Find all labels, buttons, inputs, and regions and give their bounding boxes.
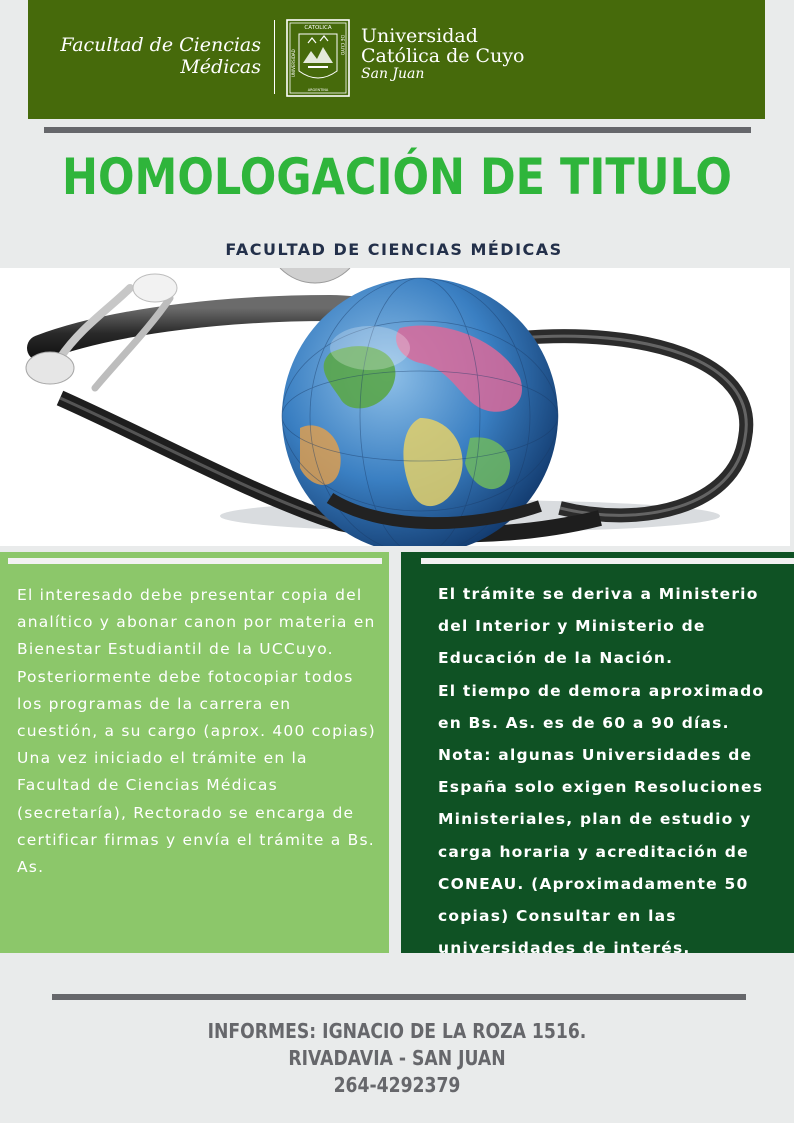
panel-right-top-bar (421, 558, 794, 564)
faculty-name (60, 34, 261, 78)
seal-bottom-text: ARGENTINA (307, 88, 329, 92)
bottom-divider-rule (52, 994, 746, 1000)
page-subtitle: FACULTAD DE CIENCIAS MÉDICAS (225, 240, 563, 259)
header-divider (274, 20, 275, 94)
right-paragraph: El tiempo de demora aproximado en Bs. As. es de 60 a 90 días. (438, 681, 765, 732)
info-panel-left-text (17, 582, 377, 881)
panel-left-top-bar (8, 558, 382, 564)
right-paragraph: Nota: algunas Universidades de España solo exigen Resoluciones Ministeriales, plan de estudio y carga horaria y acreditación de CONEAU. (Aproximadamente 50 copias) Consultar en las universidades de interés. (438, 746, 764, 958)
seal-top-text: CATOLICA (304, 25, 332, 31)
right-paragraph: El trámite se deriva a Ministerio del Interior y Ministerio de Educación de la Nación. (438, 585, 759, 668)
contact-footer (56, 1018, 739, 1099)
university-seal-logo (286, 19, 350, 97)
left-paragraph: El interesado debe presentar copia del analítico y abonar canon por materia en Bienestar Estudiantil de la UCCuyo. (17, 586, 376, 659)
top-divider-rule (44, 127, 751, 133)
info-panel-right-text (438, 578, 778, 964)
faculty-name-line2: Médicas (180, 56, 261, 78)
page-title: HOMOLOGACIÓN DE TITULO (62, 148, 732, 206)
university-name-line1: Universidad (361, 25, 478, 47)
footer-city: RIVADAVIA - SAN JUAN (288, 1046, 506, 1070)
left-paragraph: Una vez iniciado el trámite en la Facultad de Ciencias Médicas (secretaría), Rectorado se encarga de certificar firmas y envía el trámite a Bs. As. (17, 749, 375, 877)
stethoscope-globe-illustration (0, 268, 790, 546)
university-city: San Juan (361, 66, 425, 82)
faculty-name-line1: Facultad de Ciencias (60, 34, 261, 56)
footer-address: INFORMES: IGNACIO DE LA ROZA 1516. (207, 1019, 587, 1043)
university-name (361, 26, 525, 82)
left-paragraph: Posteriormente debe fotocopiar todos los programas de la carrera en cuestión, a su cargo (aprox. 400 copias) (17, 667, 376, 741)
stethoscope-globe-photo (0, 268, 790, 546)
footer-phone: 264-4292379 (333, 1073, 461, 1097)
header-banner (28, 0, 765, 119)
university-name-line2: Católica de Cuyo (361, 45, 525, 67)
seal-left-text: UNIVERSIDAD (291, 49, 296, 77)
seal-right-text: DE CUYO (339, 35, 344, 56)
